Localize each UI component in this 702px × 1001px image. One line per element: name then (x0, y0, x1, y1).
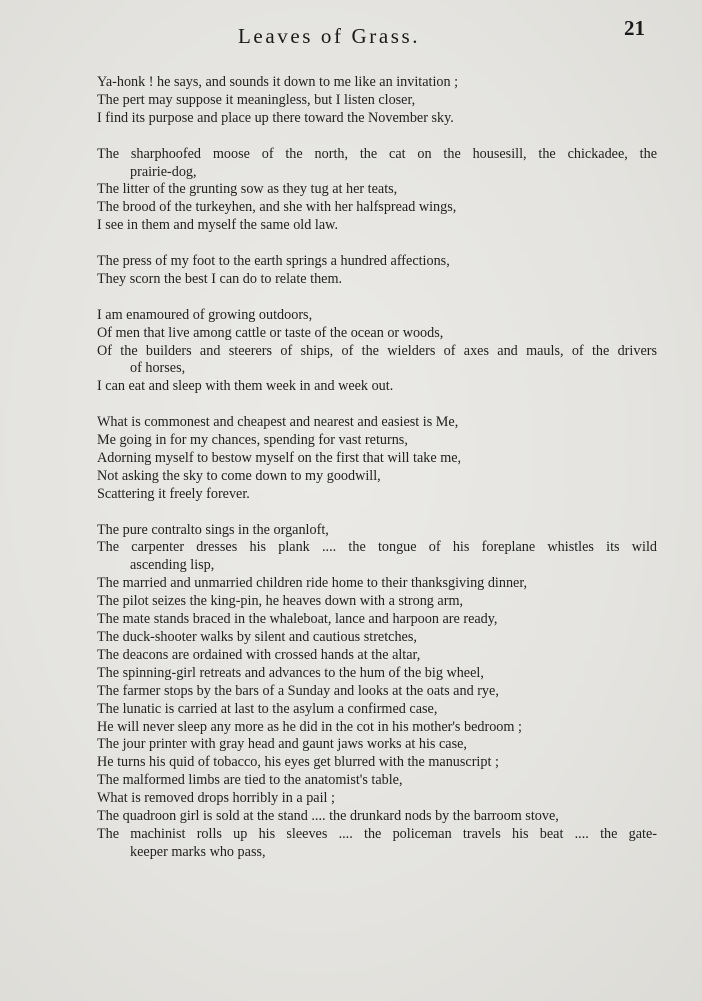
poem-line: The brood of the turkeyhen, and she with her halfspread wings, (97, 199, 457, 216)
poem-line: Not asking the sky to come down to my goodwill, (97, 467, 381, 484)
poem-line-continuation: of horses, (130, 360, 186, 377)
running-title: Leaves of Grass. (238, 24, 421, 48)
poem-line: What is commonest and cheapest and nearest and easiest is Me, (97, 414, 459, 431)
poem-line: The pert may suppose it meaningless, but I listen closer, (97, 91, 416, 108)
stanza-2 (97, 146, 657, 236)
page-number: 21 (624, 16, 645, 40)
stanza-4 (97, 307, 657, 397)
poem-line: Of the builders and steerers of ships, of the wielders of axes and mauls, of the drivers (97, 342, 657, 359)
page-header (0, 16, 702, 52)
stanza-1 (97, 74, 657, 128)
poem-line: The lunatic is carried at last to the asylum a confirmed case, (97, 700, 438, 717)
poem-line: The carpenter dresses his plank .... the tongue of his foreplane whistles its wild (97, 539, 657, 556)
stanza-5 (97, 414, 657, 504)
poem-line: Me going in for my chances, spending for vast returns, (97, 432, 408, 449)
poem-line: The jour printer with gray head and gaunt jaws works at his case, (97, 736, 467, 753)
poem-line: He will never sleep any more as he did in the cot in his mother's bedroom ; (97, 718, 522, 735)
poem-line: The sharphoofed moose of the north, the cat on the housesill, the chickadee, the (97, 145, 657, 162)
poem-line: I am enamoured of growing outdoors, (97, 306, 313, 323)
stanza-3 (97, 253, 657, 289)
poem-line: The litter of the grunting sow as they tug at her teats, (97, 181, 398, 198)
poem-line-continuation: ascending lisp, (130, 557, 215, 574)
poem-line: The press of my foot to the earth springs a hundred affections, (97, 253, 450, 270)
poem-line: The malformed limbs are tied to the anatomist's table, (97, 772, 403, 789)
poem-line: The spinning-girl retreats and advances to the hum of the big wheel, (97, 664, 484, 681)
poem-line: The farmer stops by the bars of a Sunday and looks at the oats and rye, (97, 682, 499, 699)
stanza-6 (97, 522, 657, 862)
poem-line: The pilot seizes the king-pin, he heaves down with a strong arm, (97, 593, 464, 610)
poem-text (97, 74, 657, 880)
poem-line: The married and unmarried children ride home to their thanksgiving dinner, (97, 575, 528, 592)
poem-line: Ya-honk ! he says, and sounds it down to me like an invitation ; (97, 74, 459, 90)
poem-line: I find its purpose and place up there toward the November sky. (97, 109, 454, 126)
poem-line: Of men that live among cattle or taste of the ocean or woods, (97, 324, 444, 341)
poem-line: The duck-shooter walks by silent and cautious stretches, (97, 629, 417, 646)
poem-line: The mate stands braced in the whaleboat, lance and harpoon are ready, (97, 611, 498, 628)
poem-line-continuation: prairie-dog, (130, 163, 197, 180)
poem-line: Scattering it freely forever. (97, 485, 250, 502)
poem-line: He turns his quid of tobacco, his eyes get blurred with the manuscript ; (97, 754, 499, 771)
poem-line: What is removed drops horribly in a pail ; (97, 790, 335, 807)
poem-line: The pure contralto sings in the organloft, (97, 521, 329, 538)
poem-line: The machinist rolls up his sleeves .... the policeman travels his beat .... the gate- (97, 825, 657, 842)
poem-line: The quadroon girl is sold at the stand .... the drunkard nods by the barroom stove, (97, 808, 559, 825)
poem-line: The deacons are ordained with crossed hands at the altar, (97, 646, 421, 663)
poem-line: Adorning myself to bestow myself on the first that will take me, (97, 449, 462, 466)
poem-line-continuation: keeper marks who pass, (130, 843, 266, 860)
poem-line: They scorn the best I can do to relate them. (97, 270, 343, 287)
poem-line: I see in them and myself the same old law. (97, 217, 338, 234)
poem-line: I can eat and sleep with them week in and week out. (97, 378, 394, 395)
